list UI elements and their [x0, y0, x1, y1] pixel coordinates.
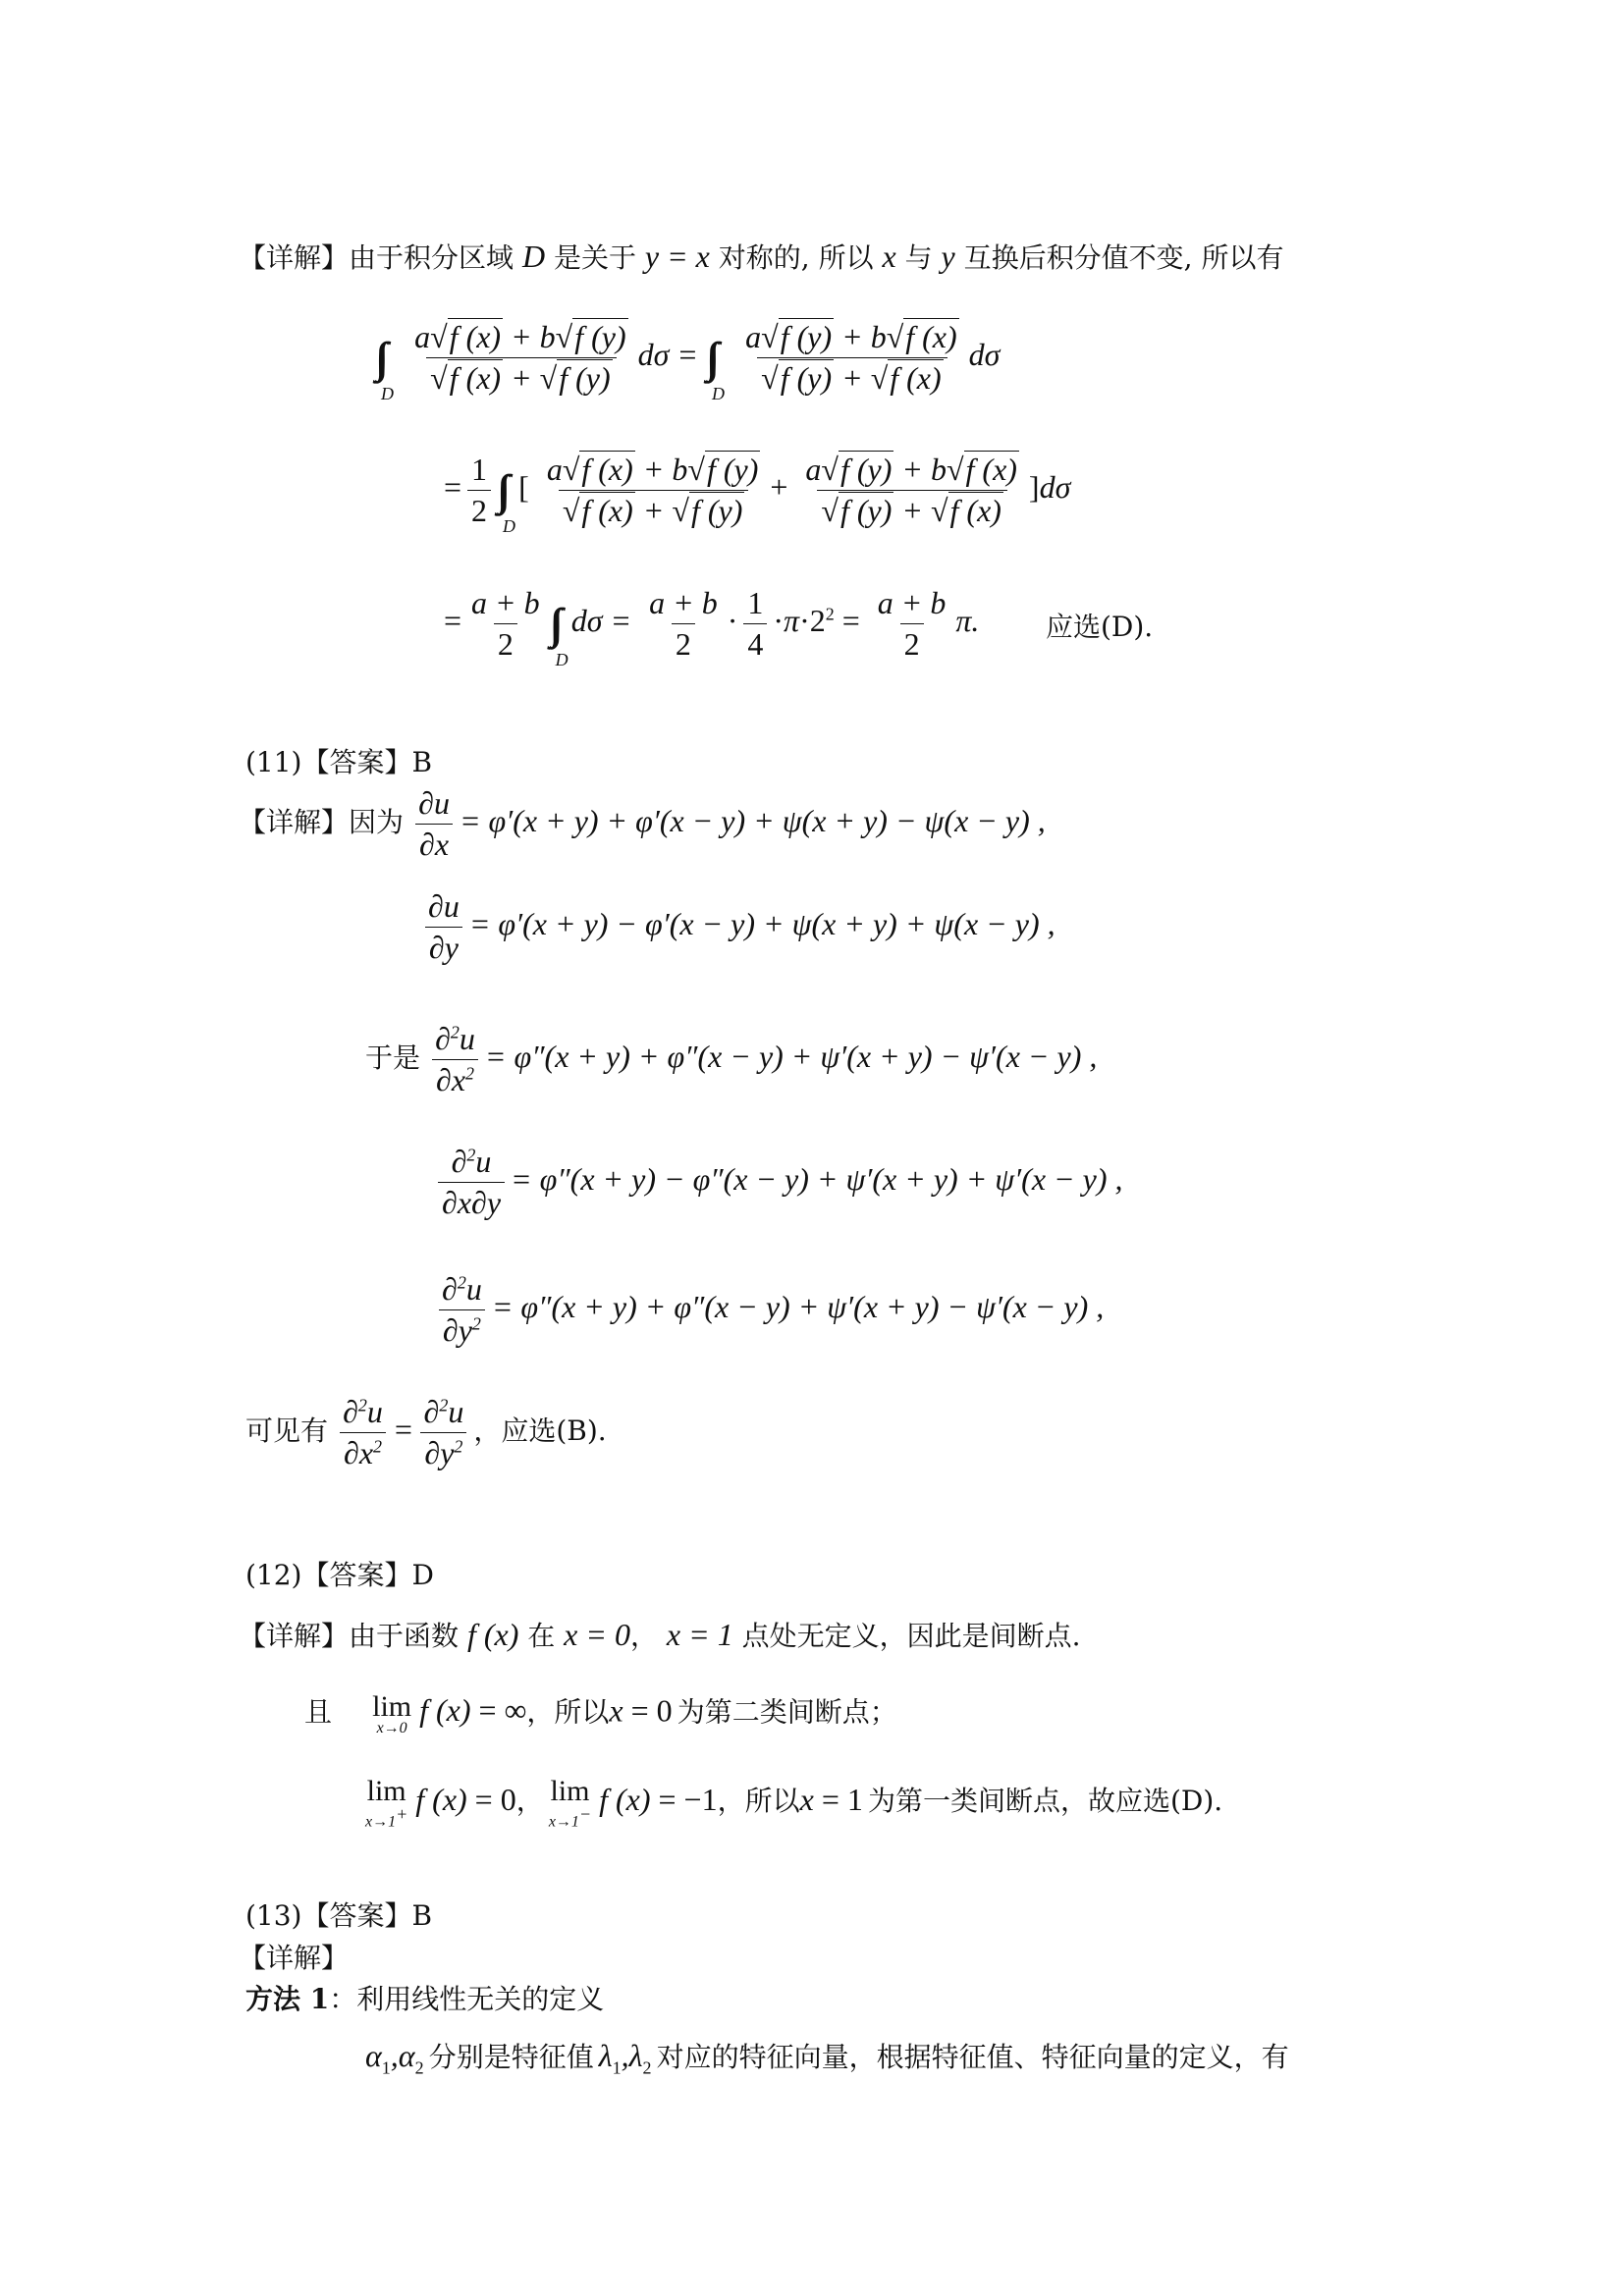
p10-answer: 应选(D). — [1046, 611, 1154, 643]
p10-equation-2: = $\frac{1}{2}$ ∫∫ D [ $\frac{a√f (x) + b√f (y)}{√f (x) + √f (y)}$ + $\frac{a√f (y) + b√f (x)}{√f (y) + √f (x)}$ ]dσ — [444, 452, 1071, 536]
p12-limit-line-2: lim x→1+ f (x) = 0， lim x→1− f (x) = −1，所以x = 1 为第一类间断点，故应选(D). — [365, 1775, 1223, 1831]
p10-equation-3: = $\frac{a + b}{2}$ ∫∫ D dσ = $\frac{a + b}{2}$ · $\frac{1}{4}$ $\cdot\pi\cdot 2^2$ = $\frac{a + b}{2}$ π. — [444, 585, 980, 669]
p11-eq-5: $\frac{\partial^2u}{\partial y^2}$ = φ″(x + y) + φ″(x − y) + ψ′(x + y) − ψ′(x − y) , — [432, 1271, 1104, 1349]
p13-detail-label: 【详解】 — [239, 1942, 350, 1974]
p10-detail-line: 【详解】由于积分区域 D 是关于 y = x 对称的, 所以 x 与 y 互换后积分值不变, 所以有 — [239, 239, 1284, 274]
detail-label: 【详解】 — [239, 241, 350, 274]
p13-last-line: $\alpha_1,\alpha_2$ 分别是特征值 $\lambda_1,\lambda_2$ 对应的特征向量，根据特征值、特征向量的定义，有 — [365, 2038, 1289, 2078]
p12-answer-line: (12)【答案】D — [245, 1559, 434, 1591]
p11-eq-4: $\frac{\partial^2u}{\partial x\partial y}$ = φ″(x + y) − φ″(x − y) + ψ′(x + y) + ψ′(x − y) , — [432, 1144, 1122, 1221]
p11-eq-1: 【详解】因为 $\frac{\partial u}{\partial x}$ = φ′(x + y) + φ′(x − y) + ψ(x + y) − ψ(x − y) , — [239, 785, 1046, 862]
p11-conclusion: 可见有 $\frac{\partial^2u}{\partial x^2}$ = $\frac{\partial^2u}{\partial y^2}$ ，应选(B). — [245, 1394, 607, 1470]
p12-detail-line: 【详解】由于函数 f (x) 在 x = 0， x = 1 点处无定义，因此是间断点. — [239, 1617, 1081, 1652]
p12-limit-line-1: 且 lim x→0 f (x) = ∞，所以x = 0 为第二类间断点； — [304, 1690, 897, 1736]
p11-answer-line: (11)【答案】B — [245, 746, 433, 778]
p11-eq-2: $\frac{\partial u}{\partial y}$ = φ′(x + y) − φ′(x − y) + ψ(x + y) + ψ(x − y) , — [418, 888, 1056, 966]
p11-eq-3: 于是 $\frac{\partial^2u}{\partial x^2}$ = φ″(x + y) + φ″(x − y) + ψ′(x + y) − ψ′(x − y) , — [365, 1021, 1098, 1097]
p13-method-line: 方法 1：利用线性无关的定义 — [245, 1983, 605, 2015]
p10-equation-1: ∫∫ D $\frac{a√f (x) + b√f (y)}{√f (x) + √f (y)}$ dσ = ∫∫ D $\frac{a√f (y) + b√f (x)}{√f (y) + √f (x)}$ dσ — [375, 319, 1001, 403]
p13-answer-line: (13)【答案】B — [245, 1899, 433, 1932]
